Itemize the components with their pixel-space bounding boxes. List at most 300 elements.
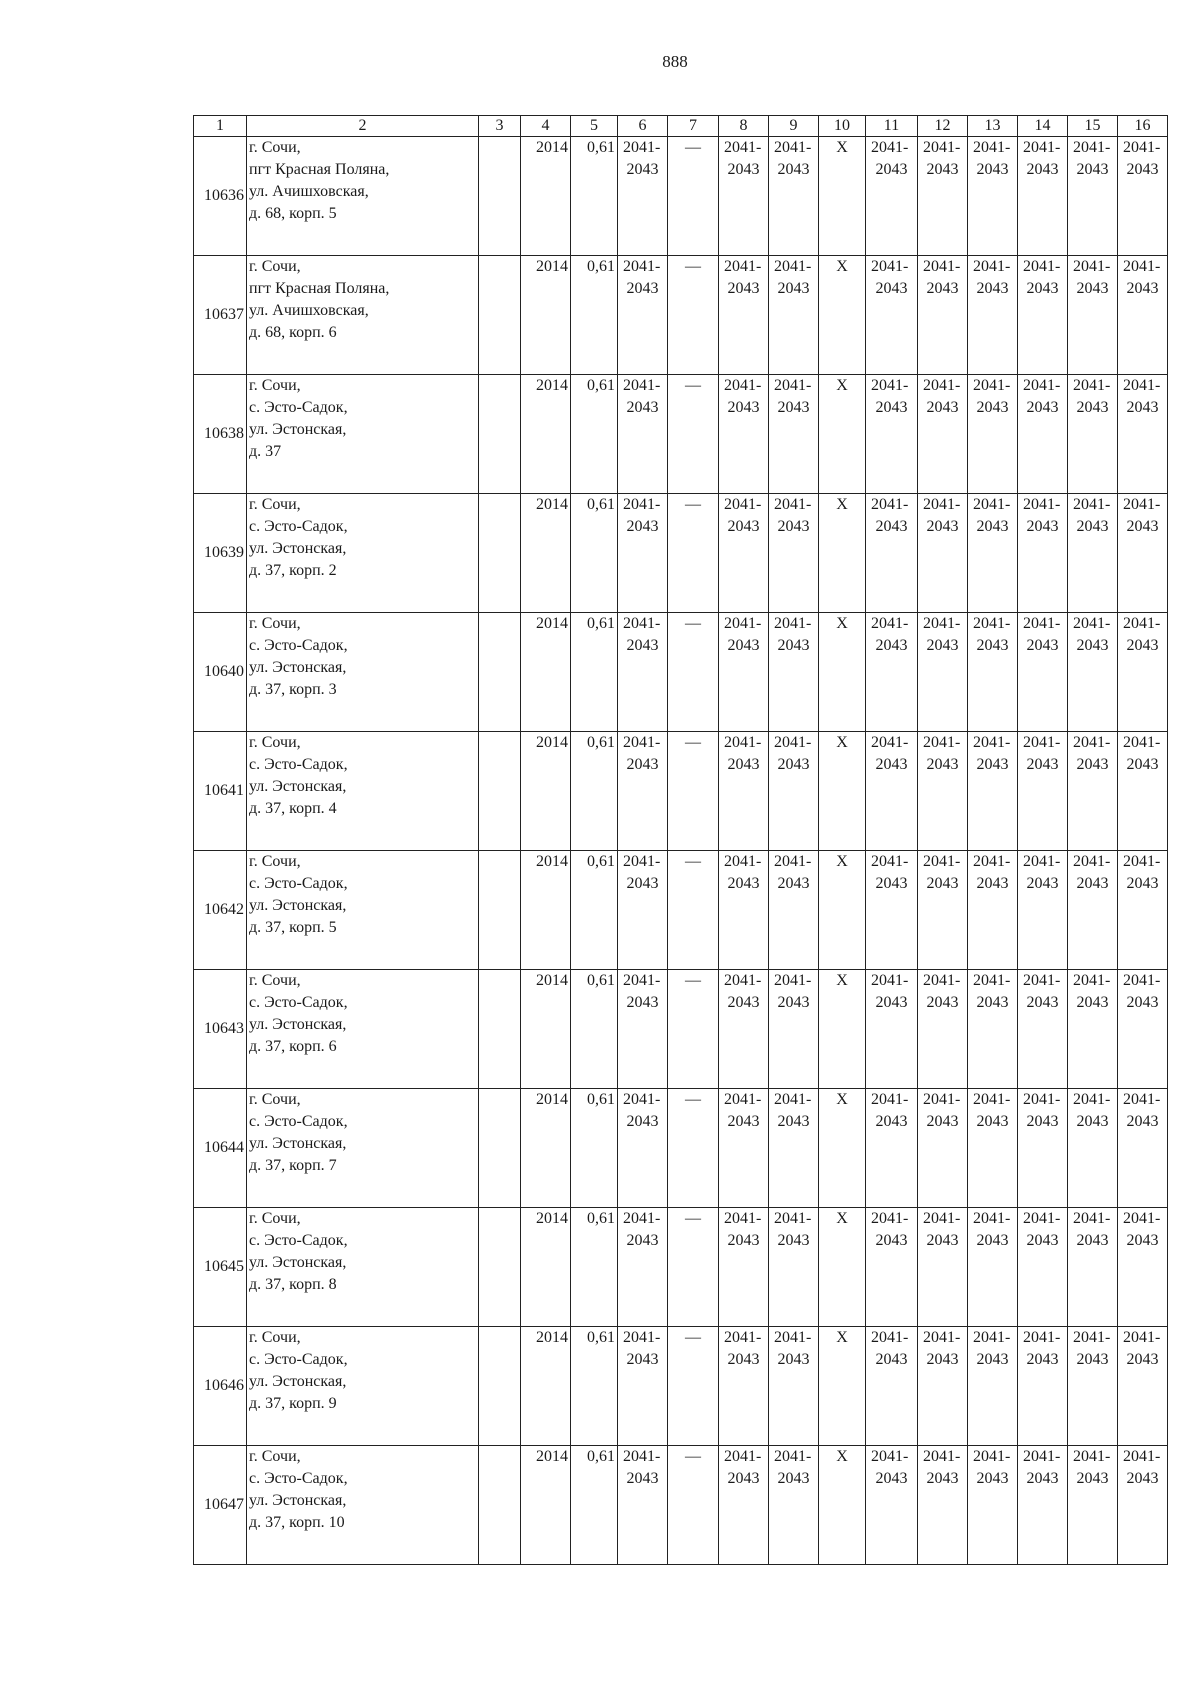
row-number: 10642: [194, 851, 247, 970]
year-range-part: 2041-: [623, 258, 661, 275]
address-cell: [247, 613, 479, 732]
year-range-part: 2041-: [1023, 1329, 1061, 1346]
cell-6: [618, 1327, 668, 1446]
year-range-part: 2041-: [1073, 377, 1111, 394]
cell-7: —: [668, 613, 719, 732]
year-range-part: 2041-: [973, 1448, 1011, 1465]
cell-4: 2014: [521, 613, 571, 732]
cell-14: [1018, 613, 1068, 732]
year-range-part: 2043: [626, 1232, 659, 1249]
cell-10: X: [819, 613, 866, 732]
year-range-part: 2041-: [871, 496, 909, 513]
cell-4: 2014: [521, 732, 571, 851]
year-range-part: 2043: [926, 280, 959, 297]
cell-7: —: [668, 1208, 719, 1327]
cell-3: [479, 851, 521, 970]
year-range-part: 2043: [1076, 399, 1109, 416]
address-line: г. Сочи,: [249, 853, 301, 870]
year-range-part: 2041-: [774, 734, 812, 751]
cell-12: [918, 494, 968, 613]
year-range-part: 2043: [1126, 875, 1159, 892]
table-row: [194, 256, 1168, 375]
cell-10: X: [819, 970, 866, 1089]
column-header-9: 9: [769, 116, 819, 137]
cell-10: X: [819, 256, 866, 375]
address-line: ул. Эстонская,: [249, 778, 347, 795]
year-range-part: 2041-: [774, 1091, 812, 1108]
cell-11: [866, 494, 918, 613]
address-cell: [247, 1446, 479, 1565]
year-range-part: 2041-: [1023, 377, 1061, 394]
year-range-part: 2041-: [623, 1091, 661, 1108]
cell-10: X: [819, 732, 866, 851]
cell-15: [1068, 970, 1118, 1089]
row-number: 10638: [194, 375, 247, 494]
year-range-part: 2043: [875, 637, 908, 654]
table-row: [194, 375, 1168, 494]
cell-13: [968, 732, 1018, 851]
cell-8: [719, 256, 769, 375]
year-range-part: 2043: [626, 637, 659, 654]
year-range-part: 2041-: [774, 853, 812, 870]
year-range-part: 2041-: [1023, 139, 1061, 156]
cell-11: [866, 1208, 918, 1327]
address-cell: [247, 494, 479, 613]
address-line: ул. Ачишховская,: [249, 302, 369, 319]
year-range-part: 2041-: [871, 1329, 909, 1346]
year-range-part: 2043: [727, 1470, 760, 1487]
year-range-part: 2041-: [871, 1448, 909, 1465]
year-range-part: 2043: [777, 1232, 810, 1249]
year-range-part: 2043: [727, 161, 760, 178]
cell-7: —: [668, 375, 719, 494]
cell-14: [1018, 732, 1068, 851]
year-range-part: 2041-: [1073, 734, 1111, 751]
year-range-part: 2043: [1076, 1351, 1109, 1368]
address-cell: [247, 1089, 479, 1208]
year-range-part: 2043: [1026, 518, 1059, 535]
year-range-part: 2041-: [1073, 496, 1111, 513]
year-range-part: 2041-: [1073, 258, 1111, 275]
cell-6: [618, 137, 668, 256]
year-range-part: 2043: [976, 756, 1009, 773]
row-number: 10641: [194, 732, 247, 851]
year-range-part: 2041-: [923, 496, 961, 513]
cell-6: [618, 1446, 668, 1565]
cell-15: [1068, 851, 1118, 970]
address-cell: [247, 256, 479, 375]
cell-16: [1118, 732, 1168, 851]
cell-4: 2014: [521, 1446, 571, 1565]
year-range-part: 2041-: [623, 1329, 661, 1346]
address-cell: [247, 375, 479, 494]
year-range-part: 2043: [626, 1351, 659, 1368]
year-range-part: 2043: [777, 280, 810, 297]
cell-5: 0,61: [571, 613, 618, 732]
cell-8: [719, 613, 769, 732]
year-range-part: 2041-: [774, 258, 812, 275]
cell-3: [479, 732, 521, 851]
year-range-part: 2041-: [724, 377, 762, 394]
year-range-part: 2041-: [724, 1091, 762, 1108]
address-cell: [247, 137, 479, 256]
cell-16: [1118, 613, 1168, 732]
year-range-part: 2043: [777, 399, 810, 416]
table-row: [194, 1446, 1168, 1565]
year-range-part: 2043: [727, 756, 760, 773]
address-line: д. 37, корп. 9: [249, 1395, 337, 1412]
year-range-part: 2043: [976, 994, 1009, 1011]
cell-11: [866, 1089, 918, 1208]
year-range-part: 2043: [1076, 1113, 1109, 1130]
year-range-part: 2043: [727, 637, 760, 654]
cell-8: [719, 494, 769, 613]
year-range-part: 2043: [626, 875, 659, 892]
year-range-part: 2041-: [724, 615, 762, 632]
column-header-12: 12: [918, 116, 968, 137]
year-range-part: 2043: [976, 637, 1009, 654]
year-range-part: 2043: [1076, 280, 1109, 297]
year-range-part: 2043: [626, 1113, 659, 1130]
year-range-part: 2041-: [1023, 853, 1061, 870]
address-line: с. Эсто-Садок,: [249, 1351, 348, 1368]
year-range-part: 2043: [1126, 637, 1159, 654]
year-range-part: 2041-: [923, 1448, 961, 1465]
year-range-part: 2041-: [1123, 734, 1161, 751]
cell-6: [618, 256, 668, 375]
cell-14: [1018, 375, 1068, 494]
year-range-part: 2041-: [1123, 972, 1161, 989]
table-row: [194, 137, 1168, 256]
cell-11: [866, 613, 918, 732]
table-row: [194, 1327, 1168, 1446]
cell-8: [719, 970, 769, 1089]
year-range-part: 2041-: [923, 377, 961, 394]
cell-5: 0,61: [571, 1089, 618, 1208]
year-range-part: 2041-: [774, 496, 812, 513]
year-range-part: 2043: [727, 875, 760, 892]
year-range-part: 2041-: [871, 734, 909, 751]
year-range-part: 2041-: [1123, 1210, 1161, 1227]
year-range-part: 2043: [1076, 518, 1109, 535]
year-range-part: 2043: [1126, 280, 1159, 297]
address-line: с. Эсто-Садок,: [249, 875, 348, 892]
year-range-part: 2041-: [1073, 1448, 1111, 1465]
cell-13: [968, 1089, 1018, 1208]
cell-3: [479, 137, 521, 256]
cell-5: 0,61: [571, 494, 618, 613]
address-line: ул. Эстонская,: [249, 659, 347, 676]
address-line: с. Эсто-Садок,: [249, 994, 348, 1011]
cell-16: [1118, 851, 1168, 970]
row-number: 10637: [194, 256, 247, 375]
year-range-part: 2043: [777, 994, 810, 1011]
table-row: [194, 970, 1168, 1089]
year-range-part: 2043: [626, 161, 659, 178]
year-range-part: 2043: [875, 875, 908, 892]
year-range-part: 2043: [1026, 637, 1059, 654]
year-range-part: 2041-: [724, 972, 762, 989]
year-range-part: 2043: [1076, 875, 1109, 892]
cell-7: —: [668, 851, 719, 970]
year-range-part: 2041-: [1123, 853, 1161, 870]
cell-10: X: [819, 375, 866, 494]
address-line: ул. Ачишховская,: [249, 183, 369, 200]
address-cell: [247, 970, 479, 1089]
year-range-part: 2043: [626, 994, 659, 1011]
year-range-part: 2041-: [1073, 1329, 1111, 1346]
cell-15: [1068, 613, 1118, 732]
year-range-part: 2041-: [923, 1210, 961, 1227]
year-range-part: 2041-: [973, 972, 1011, 989]
row-number: 10636: [194, 137, 247, 256]
address-line: д. 37, корп. 4: [249, 800, 337, 817]
year-range-part: 2043: [1026, 1232, 1059, 1249]
year-range-part: 2043: [777, 637, 810, 654]
year-range-part: 2041-: [923, 615, 961, 632]
cell-3: [479, 1327, 521, 1446]
year-range-part: 2043: [976, 1113, 1009, 1130]
year-range-part: 2041-: [1123, 377, 1161, 394]
cell-14: [1018, 970, 1068, 1089]
address-line: с. Эсто-Садок,: [249, 1113, 348, 1130]
cell-13: [968, 851, 1018, 970]
year-range-part: 2041-: [1123, 1329, 1161, 1346]
cell-15: [1068, 375, 1118, 494]
year-range-part: 2041-: [973, 853, 1011, 870]
year-range-part: 2041-: [774, 377, 812, 394]
year-range-part: 2041-: [973, 139, 1011, 156]
cell-3: [479, 613, 521, 732]
address-line: г. Сочи,: [249, 1091, 301, 1108]
table-row: [194, 1089, 1168, 1208]
cell-16: [1118, 1089, 1168, 1208]
cell-4: 2014: [521, 375, 571, 494]
row-number: 10646: [194, 1327, 247, 1446]
year-range-part: 2043: [1126, 518, 1159, 535]
address-cell: [247, 1208, 479, 1327]
year-range-part: 2041-: [973, 615, 1011, 632]
year-range-part: 2043: [875, 1351, 908, 1368]
address-cell: [247, 1327, 479, 1446]
cell-4: 2014: [521, 1089, 571, 1208]
cell-4: 2014: [521, 851, 571, 970]
cell-11: [866, 732, 918, 851]
year-range-part: 2041-: [724, 1210, 762, 1227]
address-line: с. Эсто-Садок,: [249, 756, 348, 773]
cell-12: [918, 613, 968, 732]
year-range-part: 2043: [926, 637, 959, 654]
cell-14: [1018, 1208, 1068, 1327]
cell-14: [1018, 137, 1068, 256]
row-number: 10647: [194, 1446, 247, 1565]
year-range-part: 2041-: [1023, 1091, 1061, 1108]
address-cell: [247, 851, 479, 970]
year-range-part: 2043: [1076, 637, 1109, 654]
year-range-part: 2041-: [1073, 853, 1111, 870]
year-range-part: 2041-: [1073, 1091, 1111, 1108]
table-header-row: [194, 116, 1168, 137]
cell-11: [866, 1327, 918, 1446]
year-range-part: 2043: [1076, 161, 1109, 178]
year-range-part: 2043: [1026, 280, 1059, 297]
year-range-part: 2041-: [1023, 734, 1061, 751]
year-range-part: 2043: [1026, 1113, 1059, 1130]
year-range-part: 2043: [1126, 1232, 1159, 1249]
address-line: с. Эсто-Садок,: [249, 518, 348, 535]
cell-8: [719, 137, 769, 256]
year-range-part: 2043: [926, 1232, 959, 1249]
address-line: г. Сочи,: [249, 1210, 301, 1227]
year-range-part: 2041-: [774, 615, 812, 632]
address-line: ул. Эстонская,: [249, 421, 347, 438]
address-line: г. Сочи,: [249, 615, 301, 632]
cell-14: [1018, 256, 1068, 375]
address-line: с. Эсто-Садок,: [249, 1232, 348, 1249]
cell-16: [1118, 1327, 1168, 1446]
address-line: д. 68, корп. 5: [249, 205, 337, 222]
year-range-part: 2043: [777, 1470, 810, 1487]
year-range-part: 2043: [727, 1351, 760, 1368]
cell-12: [918, 1327, 968, 1446]
address-line: д. 68, корп. 6: [249, 324, 337, 341]
year-range-part: 2041-: [1123, 258, 1161, 275]
address-line: с. Эсто-Садок,: [249, 637, 348, 654]
cell-12: [918, 851, 968, 970]
cell-5: 0,61: [571, 732, 618, 851]
address-line: д. 37, корп. 5: [249, 919, 337, 936]
year-range-part: 2041-: [724, 734, 762, 751]
cell-15: [1068, 137, 1118, 256]
year-range-part: 2043: [976, 1232, 1009, 1249]
cell-13: [968, 970, 1018, 1089]
cell-11: [866, 375, 918, 494]
year-range-part: 2041-: [973, 1210, 1011, 1227]
cell-6: [618, 1208, 668, 1327]
cell-9: [769, 1089, 819, 1208]
year-range-part: 2043: [1026, 756, 1059, 773]
year-range-part: 2041-: [871, 972, 909, 989]
cell-9: [769, 851, 819, 970]
address-line: г. Сочи,: [249, 258, 301, 275]
cell-15: [1068, 1446, 1118, 1565]
year-range-part: 2041-: [1123, 1448, 1161, 1465]
year-range-part: 2043: [1126, 1351, 1159, 1368]
cell-13: [968, 494, 1018, 613]
year-range-part: 2041-: [774, 1448, 812, 1465]
year-range-part: 2041-: [923, 1091, 961, 1108]
year-range-part: 2043: [926, 518, 959, 535]
cell-4: 2014: [521, 1208, 571, 1327]
year-range-part: 2041-: [871, 1210, 909, 1227]
cell-6: [618, 970, 668, 1089]
row-number: 10640: [194, 613, 247, 732]
year-range-part: 2041-: [1023, 972, 1061, 989]
year-range-part: 2043: [1026, 994, 1059, 1011]
year-range-part: 2043: [976, 280, 1009, 297]
cell-7: —: [668, 970, 719, 1089]
address-line: пгт Красная Поляна,: [249, 280, 390, 297]
cell-8: [719, 1208, 769, 1327]
cell-6: [618, 613, 668, 732]
address-cell: [247, 732, 479, 851]
year-range-part: 2041-: [774, 1329, 812, 1346]
cell-7: —: [668, 494, 719, 613]
year-range-part: 2043: [727, 280, 760, 297]
year-range-part: 2043: [875, 518, 908, 535]
year-range-part: 2041-: [623, 1210, 661, 1227]
column-header-6: 6: [618, 116, 668, 137]
cell-13: [968, 375, 1018, 494]
year-range-part: 2041-: [724, 853, 762, 870]
year-range-part: 2041-: [871, 1091, 909, 1108]
year-range-part: 2041-: [1023, 615, 1061, 632]
year-range-part: 2043: [727, 1232, 760, 1249]
table-row: [194, 494, 1168, 613]
cell-7: —: [668, 256, 719, 375]
cell-10: X: [819, 1327, 866, 1446]
cell-5: 0,61: [571, 137, 618, 256]
cell-5: 0,61: [571, 1446, 618, 1565]
year-range-part: 2043: [875, 756, 908, 773]
page-number: 888: [662, 52, 688, 71]
year-range-part: 2043: [777, 161, 810, 178]
cell-10: X: [819, 1446, 866, 1565]
cell-14: [1018, 494, 1068, 613]
cell-14: [1018, 1089, 1068, 1208]
year-range-part: 2043: [777, 1351, 810, 1368]
year-range-part: 2041-: [623, 853, 661, 870]
address-line: д. 37, корп. 6: [249, 1038, 337, 1055]
year-range-part: 2043: [626, 518, 659, 535]
cell-5: 0,61: [571, 851, 618, 970]
year-range-part: 2043: [626, 399, 659, 416]
cell-8: [719, 1446, 769, 1565]
address-line: пгт Красная Поляна,: [249, 161, 390, 178]
address-line: г. Сочи,: [249, 972, 301, 989]
year-range-part: 2041-: [1073, 1210, 1111, 1227]
year-range-part: 2043: [1076, 1470, 1109, 1487]
address-line: ул. Эстонская,: [249, 897, 347, 914]
year-range-part: 2043: [626, 280, 659, 297]
address-line: г. Сочи,: [249, 377, 301, 394]
cell-15: [1068, 732, 1118, 851]
cell-4: 2014: [521, 1327, 571, 1446]
address-line: д. 37, корп. 3: [249, 681, 337, 698]
cell-12: [918, 137, 968, 256]
cell-13: [968, 1208, 1018, 1327]
year-range-part: 2043: [926, 875, 959, 892]
year-range-part: 2043: [1026, 399, 1059, 416]
cell-8: [719, 375, 769, 494]
year-range-part: 2043: [1126, 756, 1159, 773]
column-header-14: 14: [1018, 116, 1068, 137]
cell-10: X: [819, 1208, 866, 1327]
cell-6: [618, 851, 668, 970]
year-range-part: 2041-: [774, 139, 812, 156]
cell-11: [866, 137, 918, 256]
column-header-13: 13: [968, 116, 1018, 137]
year-range-part: 2043: [1126, 1470, 1159, 1487]
year-range-part: 2041-: [623, 615, 661, 632]
cell-6: [618, 494, 668, 613]
cell-7: —: [668, 732, 719, 851]
address-line: ул. Эстонская,: [249, 1254, 347, 1271]
year-range-part: 2043: [976, 518, 1009, 535]
year-range-part: 2043: [976, 1351, 1009, 1368]
year-range-part: 2043: [926, 1113, 959, 1130]
year-range-part: 2041-: [1023, 496, 1061, 513]
